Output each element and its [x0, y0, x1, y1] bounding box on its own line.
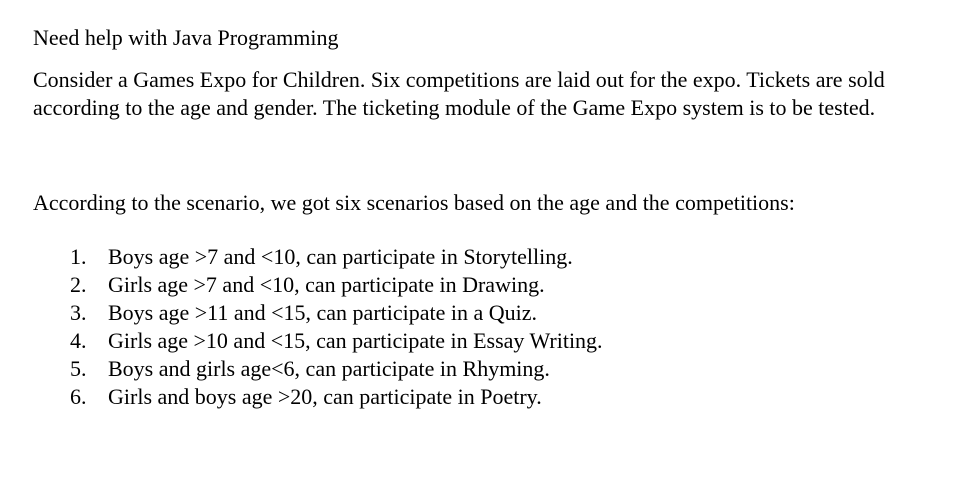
document-body — [33, 24, 953, 411]
scenario-list — [33, 243, 953, 411]
list-item — [33, 327, 953, 355]
scenario-intro-paragraph: According to the scenario, we got six scenarios based on the age and the competitions: — [33, 190, 795, 215]
list-item-text: Boys and girls age<6, can participate in Rhyming. — [108, 356, 550, 381]
list-item — [33, 355, 953, 383]
list-item — [33, 243, 953, 271]
intro-paragraph: Consider a Games Expo for Children. Six competitions are laid out for the expo. Tickets are sold according to the age and gender. The ticketing module of the Game Expo system is to be tested. — [33, 67, 885, 120]
list-item-text: Girls and boys age >20, can participate in Poetry. — [108, 384, 542, 409]
list-item-text: Girls age >10 and <15, can participate in Essay Writing. — [108, 328, 603, 353]
list-item-number: 2. — [70, 272, 87, 297]
list-item-number: 3. — [70, 300, 87, 325]
list-item-number: 4. — [70, 328, 87, 353]
list-item — [33, 299, 953, 327]
list-item-number: 6. — [70, 384, 87, 409]
page-title: Need help with Java Programming — [33, 25, 339, 50]
list-item — [33, 271, 953, 299]
list-item-number: 5. — [70, 356, 87, 381]
list-item-text: Girls age >7 and <10, can participate in Drawing. — [108, 272, 545, 297]
list-item-text: Boys age >11 and <15, can participate in a Quiz. — [108, 300, 538, 325]
list-item-number: 1. — [70, 244, 87, 269]
list-item-text: Boys age >7 and <10, can participate in Storytelling. — [108, 244, 573, 269]
list-item — [33, 383, 953, 411]
